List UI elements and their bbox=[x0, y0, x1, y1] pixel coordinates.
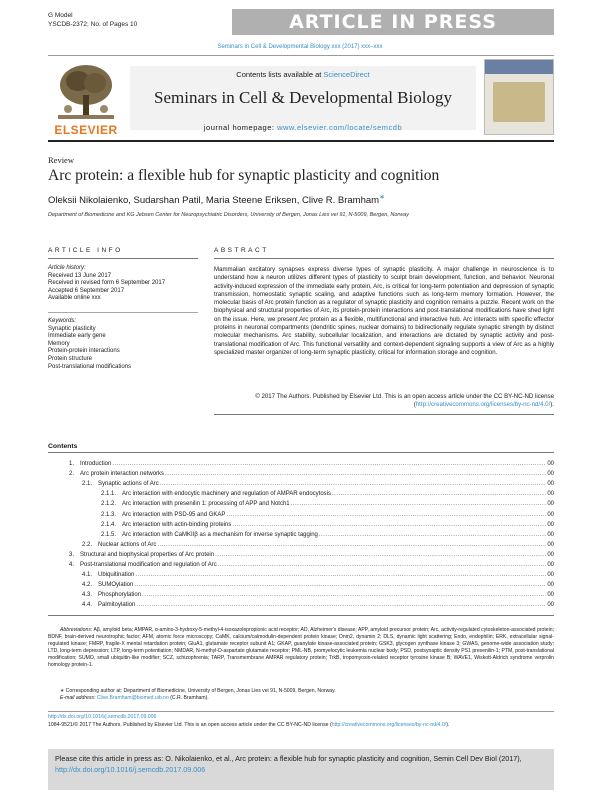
toc-number: 2.1.5. bbox=[100, 531, 116, 538]
article-type: Review bbox=[48, 155, 74, 165]
issn-suffix: ). bbox=[446, 722, 450, 728]
toc-leader bbox=[232, 522, 546, 528]
email-link[interactable]: Clive.Bramham@biomed.uib.no bbox=[96, 695, 169, 702]
toc-leader bbox=[142, 592, 546, 598]
toc-leader bbox=[112, 461, 546, 467]
toc-entry[interactable] bbox=[48, 497, 554, 507]
license-statement bbox=[214, 393, 554, 410]
toc-title: Nuclear actions of Arc bbox=[98, 541, 157, 548]
keywords-heading: Keywords: bbox=[48, 318, 77, 324]
toc-entry[interactable] bbox=[48, 568, 554, 578]
sciencedirect-link[interactable]: ScienceDirect bbox=[323, 70, 370, 79]
cover-illustration bbox=[493, 82, 545, 122]
license-suffix: ). bbox=[550, 401, 554, 409]
toc-title: Introduction bbox=[80, 461, 112, 468]
abbreviations-label: Abbreviations: bbox=[60, 627, 93, 633]
toc-leader bbox=[319, 532, 546, 538]
toc-number: 2.1.3. bbox=[100, 511, 116, 518]
toc-number: 2.2. bbox=[81, 541, 92, 548]
toc-leader bbox=[215, 552, 546, 558]
toc-number: 2. bbox=[68, 471, 74, 478]
keyword: Protein-protein interactions bbox=[48, 348, 120, 355]
toc-page: 00 bbox=[547, 562, 554, 569]
abstract-rule bbox=[214, 258, 554, 259]
toc-title: Arc interaction with CaMKIIβ as a mechanism for inverse synaptic tagging bbox=[122, 531, 318, 538]
abbreviations-footnote bbox=[48, 627, 554, 670]
toc-page: 00 bbox=[547, 551, 554, 558]
toc-title: Synaptic actions of Arc bbox=[98, 481, 159, 488]
abbreviations-text: Aβ, amyloid beta; AMPAR, α-amino-3-hydroxy-5-methyl-4-isoxazolepropionic acid receptor; AD, Alzheimer's disease; APP, amyloid precursor protein; Arc, activity-regulated cytoskeleton-associated protein; BDNF, brain-derived neurotrophic factor; AFM, atomic force microscopy; CaMK, calcium/calmodulin-dependent protein kinase; Dnm2, dynamin 2; DLS, dynamic light scattering; Endo, endophilin; ERK, extracellular signal-regulated kinase; FMRP, fragile-X mental retardation protein; GluA1, glutamate receptor subunit A1; GKAP, guanylate kinase-associated protein; GSK3, glycogen synthase kinase 3; GWAS, genome-wide association study; LTD, long-term depression; LTP, long-term potentiation; NMDAR, N-methyl-D-aspartate glutamate receptor; PML-NB, promyelocytic leukemia nuclear body; PSD, postsynaptic density PS1 presenilin-1; PTM, post-translational modification; SUMO, small ubiquitin-like modifier; SCZ, schizophrenia; TARP, Transmembrane AMPAR regulatory protein; TrkB, tropomyosin-related receptor tyrosine kinase B; WAVE1, Wiskott-Aldrich syndrome verprolin homology protein-1. bbox=[48, 627, 554, 669]
toc-number: 3. bbox=[68, 551, 74, 558]
toc-page: 00 bbox=[547, 481, 554, 488]
toc-entry[interactable] bbox=[48, 558, 554, 568]
toc-entry[interactable] bbox=[48, 588, 554, 598]
corresponding-author-mark[interactable]: ∗ bbox=[379, 194, 385, 201]
journal-homepage-line bbox=[130, 123, 476, 132]
manuscript-pages: YSCDB-2372; No. of Pages 10 bbox=[48, 21, 138, 28]
toc-leader bbox=[135, 572, 546, 578]
article-info-heading: ARTICLE INFO bbox=[48, 247, 123, 254]
keyword: Memory bbox=[48, 340, 70, 347]
toc-title: Structural and biophysical properties of Arc protein bbox=[80, 551, 215, 558]
toc-page: 00 bbox=[547, 531, 554, 538]
issn-license-line bbox=[48, 722, 554, 729]
article-history bbox=[48, 265, 198, 303]
doi-link[interactable]: http://dx.doi.org/10.1016/j.semcdb.2017.09.006 bbox=[48, 714, 157, 720]
toc-page: 00 bbox=[547, 602, 554, 609]
table-of-contents bbox=[48, 457, 554, 608]
corresponding-author-footnote bbox=[48, 688, 554, 702]
elsevier-tree-logo bbox=[48, 59, 124, 123]
toc-title: Post-translational modification and regulation of Arc bbox=[80, 562, 217, 569]
keywords bbox=[48, 318, 198, 371]
toc-title: Arc protein interaction networks bbox=[80, 471, 165, 478]
toc-entry[interactable] bbox=[48, 487, 554, 497]
contents-bottom-rule bbox=[48, 615, 554, 616]
toc-leader bbox=[218, 562, 547, 568]
journal-citation-link[interactable]: Seminars in Cell & Developmental Biology xxx (2017) xxx–xxx bbox=[217, 44, 383, 50]
toc-entry[interactable] bbox=[48, 477, 554, 487]
toc-number: 4.4. bbox=[81, 602, 92, 609]
toc-number: 4. bbox=[68, 562, 74, 569]
article-info-rule bbox=[48, 258, 198, 259]
history-rule bbox=[48, 312, 198, 313]
toc-entry[interactable] bbox=[48, 518, 554, 528]
history-online: Available online xxx bbox=[48, 295, 101, 302]
toc-entry[interactable] bbox=[48, 457, 554, 467]
abstract-text: Mammalian excitatory synapses express diverse types of synaptic plasticity. A major challenge in neuroscience is to understand how a neuron utilizes different types of plasticity to sculpt brain development, function, and behavior. Neuronal activity-induced expression of the immediate early protein, Arc, is critical for long-term potentiation and depression of synaptic transmission, homeostatic synaptic scaling, and adaptive functions such as long-term memory formation. However, the molecular basis of Arc protein function as a regulator of synaptic plasticity and cognition remains a puzzle. Recent work on the biophysical and structural properties of Arc, its protein-protein interactions and post-translational modifications have shed light on the issue. Here, we present Arc protein as a flexible, multifunctional and interactive hub. Arc interacts with specific effector proteins in neuronal compartments (dendritic spines, nuclear domains) to bidirectionally regulate synaptic strength by distinct molecular mechanisms. Arc stability, subcellular localization, and interactions are dictated by synaptic activity and post-translational modification of Arc. This functional versatility and context-dependent signaling supports a view of Arc as a highly specialized master organizer of long-term synaptic plasticity, critical for information storage and cognition. bbox=[214, 266, 554, 356]
toc-leader bbox=[226, 512, 546, 518]
corresponding-address: ∗ Corresponding author at: Department of Biomedicine, University of Bergen, Jonas Lies vei 91, N-5009, Bergen, Norway. bbox=[60, 688, 336, 694]
toc-entry[interactable] bbox=[48, 528, 554, 538]
toc-entry[interactable] bbox=[48, 578, 554, 588]
homepage-prefix: journal homepage: bbox=[203, 123, 278, 132]
toc-leader bbox=[136, 602, 546, 608]
cover-title-strip bbox=[485, 60, 553, 74]
toc-page: 00 bbox=[547, 572, 554, 579]
toc-title: Palmitoylation bbox=[98, 602, 136, 609]
toc-title: Arc interaction with endocytic machinery and regulation of AMPAR endocytosis bbox=[122, 491, 331, 498]
contents-prefix: Contents lists available at bbox=[236, 70, 324, 79]
article-in-press-banner: ARTICLE IN PRESS bbox=[232, 9, 554, 35]
issn-text: 1084-9521/© 2017 The Authors. Published by Elsevier Ltd. This is an open access article under the CC BY-NC-ND license ( bbox=[48, 722, 332, 728]
toc-entry[interactable] bbox=[48, 598, 554, 608]
toc-entry[interactable] bbox=[48, 548, 554, 558]
toc-leader bbox=[291, 501, 547, 507]
toc-page: 00 bbox=[547, 501, 554, 508]
contents-heading: Contents bbox=[48, 443, 78, 450]
masthead-top-rule bbox=[48, 55, 554, 56]
toc-leader bbox=[134, 582, 546, 588]
contents-top-rule bbox=[48, 452, 554, 453]
toc-entry[interactable] bbox=[48, 507, 554, 517]
elsevier-logo-text: ELSEVIER bbox=[54, 123, 118, 137]
journal-cover-image bbox=[484, 59, 554, 135]
history-received: Received 13 June 2017 bbox=[48, 272, 112, 279]
toc-leader bbox=[157, 542, 546, 548]
manuscript-id bbox=[48, 11, 137, 29]
toc-leader bbox=[165, 471, 546, 477]
toc-number: 2.1.2. bbox=[100, 501, 116, 508]
toc-title: Arc interaction with PSD-95 and GKAP bbox=[122, 511, 226, 518]
manuscript-model: G Model bbox=[48, 12, 73, 19]
toc-leader bbox=[160, 481, 547, 487]
history-heading: Article history: bbox=[48, 265, 86, 271]
contents-available-line bbox=[130, 70, 476, 79]
toc-page: 00 bbox=[547, 511, 554, 518]
toc-number: 2.1. bbox=[81, 481, 92, 488]
doi-rule bbox=[48, 711, 554, 712]
keyword: Synaptic plasticity bbox=[48, 325, 96, 332]
keyword: Immediate early gene bbox=[48, 333, 106, 340]
toc-number: 1. bbox=[68, 461, 74, 468]
toc-title: Ubiquitination bbox=[98, 572, 135, 579]
email-label: E-mail address: bbox=[60, 695, 97, 702]
affiliation: Department of Biomedicine and KG Jebsen Center for Neuropsychiatric Disorders, University of Bergen, Jonas Lies vei 91, N-5009, Bergen, Norway bbox=[48, 212, 410, 218]
issn-license-link[interactable]: http://creativecommons.org/licenses/by-nc-nd/4.0/ bbox=[331, 722, 447, 728]
toc-number: 2.1.4. bbox=[100, 521, 116, 528]
toc-title: Phosphorylation bbox=[98, 592, 142, 599]
toc-number: 4.1. bbox=[81, 572, 92, 579]
toc-page: 00 bbox=[547, 491, 554, 498]
article-title: Arc protein: a flexible hub for synaptic plasticity and cognition bbox=[48, 167, 440, 184]
toc-title: Arc interaction with presenilin 1: processing of APP and Notch1 bbox=[122, 501, 290, 508]
homepage-link[interactable]: www.elsevier.com/locate/semcdb bbox=[277, 123, 403, 132]
masthead-bottom-rule bbox=[48, 140, 554, 142]
journal-title: Seminars in Cell & Developmental Biology bbox=[154, 88, 452, 107]
cite-doi-link[interactable]: http://dx.doi.org/10.1016/j.semcdb.2017.09.006 bbox=[55, 764, 206, 774]
toc-page: 00 bbox=[547, 471, 554, 478]
toc-entry[interactable] bbox=[48, 538, 554, 548]
author-list bbox=[48, 193, 385, 206]
toc-number: 2.1.1. bbox=[100, 491, 116, 498]
abstract-end-rule bbox=[214, 414, 554, 415]
toc-page: 00 bbox=[547, 541, 554, 548]
toc-page: 00 bbox=[547, 521, 554, 528]
please-cite-box bbox=[48, 749, 554, 790]
keyword: Protein structure bbox=[48, 355, 93, 362]
toc-leader bbox=[332, 491, 546, 497]
toc-number: 4.2. bbox=[81, 582, 92, 589]
license-link[interactable]: http://creativecommons.org/licenses/by-nc-nd/4.0/ bbox=[415, 401, 551, 409]
history-accepted: Accepted 6 September 2017 bbox=[48, 287, 125, 294]
email-suffix: (C.R. Bramham). bbox=[168, 695, 209, 702]
toc-page: 00 bbox=[547, 461, 554, 468]
toc-page: 00 bbox=[547, 582, 554, 589]
toc-title: SUMOylation bbox=[98, 582, 134, 589]
cite-text: Please cite this article in press as: O. Nikolaienko, et al., Arc protein: a flexible hub for synaptic plasticity and cognition, Semin Cell Dev Biol (2017), bbox=[55, 754, 522, 763]
abstract-heading: ABSTRACT bbox=[214, 247, 269, 254]
authors-text: Oleksii Nikolaienko, Sudarshan Patil, Maria Steene Eriksen, Clive R. Bramham bbox=[48, 195, 380, 207]
toc-entry[interactable] bbox=[48, 467, 554, 477]
history-revised: Received in revised form 6 September 2017 bbox=[48, 280, 166, 287]
toc-page: 00 bbox=[547, 592, 554, 599]
keyword: Post-translational modifications bbox=[48, 363, 132, 370]
toc-title: Arc interaction with actin-binding proteins bbox=[122, 521, 232, 528]
license-prefix: © 2017 The Authors. Published by Elsevier Ltd. This is an open access article under the CC BY-NC-ND license ( bbox=[255, 393, 554, 409]
toc-number: 4.3. bbox=[81, 592, 92, 599]
